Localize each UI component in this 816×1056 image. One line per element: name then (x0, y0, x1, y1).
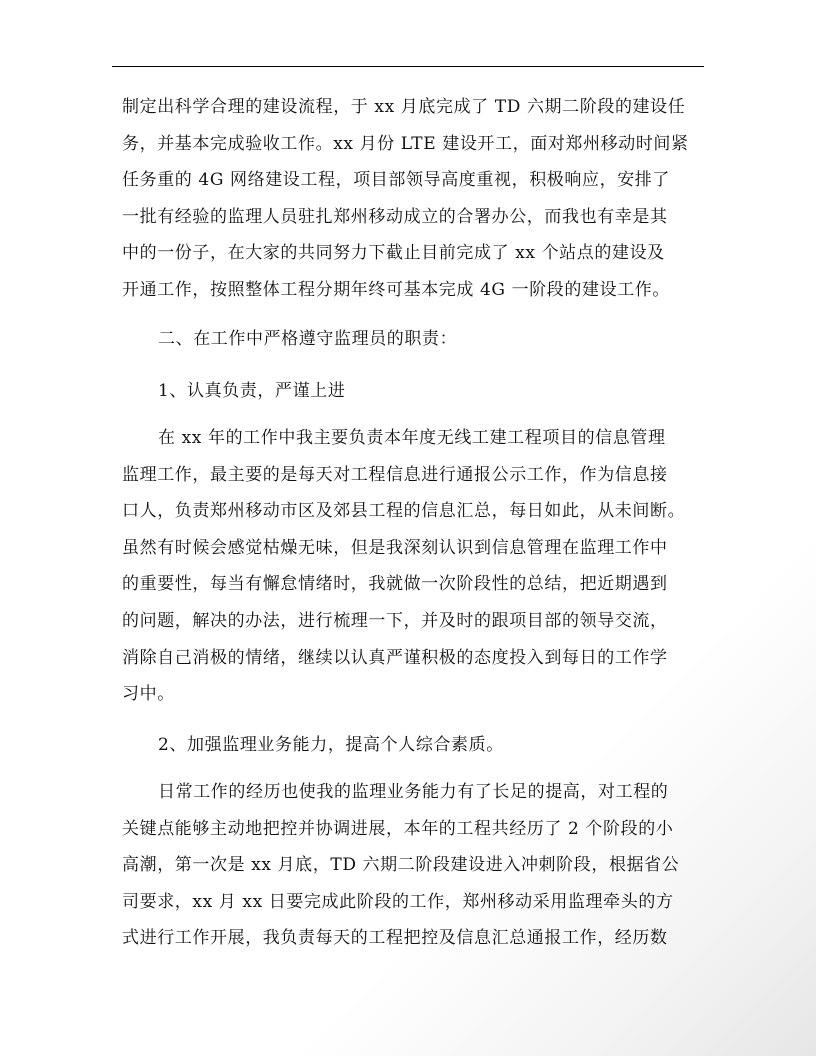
paragraph-3-line: 高潮，第一次是 xx 月底，TD 六期二阶段建设进入冲刺阶段，根据省公 (122, 855, 680, 876)
paragraph-2-line: 虽然有时候会感觉枯燥无味，但是我深刻认识到信息管理在监理工作中 (122, 537, 668, 558)
subheading-2: 2、加强监理业务能力，提高个人综合素质。 (158, 735, 504, 755)
paragraph-1-line: 制定出科学合理的建设流程，于 xx 月底完成了 TD 六期二阶段的建设任 (122, 97, 686, 117)
paragraph-2-line: 监理工作，最主要的是每天对工程信息进行通报公示工作，作为信息接 (122, 464, 668, 485)
paragraph-3-line: 关键点能够主动地把控并协调进展，本年的工程共经历了 2 个阶段的小 (122, 818, 674, 839)
paragraph-2-line: 在 xx 年的工作中我主要负责本年度无线工建工程项目的信息管理 (158, 428, 666, 448)
paragraph-3-line: 日常工作的经历也使我的监理业务能力有了长足的提高，对工程的 (158, 782, 669, 802)
paragraph-3-line: 司要求，xx 月 xx 日要完成此阶段的工作，郑州移动采用监理牵头的方 (122, 891, 674, 912)
paragraph-2-line: 习中。 (122, 684, 175, 705)
paragraph-2-line: 口人，负责郑州移动市区及郊县工程的信息汇总，每日如此，从未间断。 (122, 501, 686, 522)
paragraph-1-line: 任务重的 4G 网络建设工程，项目部领导高度重视，积极响应，安排了 (122, 170, 671, 191)
paragraph-1-line: 务，并基本完成验收工作。xx 月份 LTE 建设开工，面对郑州移动时间紧 (122, 133, 689, 154)
paragraph-2-line: 消除自己消极的情绪，继续以认真严谨积极的态度投入到每日的工作学 (122, 647, 668, 668)
paragraph-3 (122, 774, 712, 957)
paragraph-1-line: 开通工作，按照整体工程分期年终可基本完成 4G 一阶段的建设工作。 (122, 279, 671, 300)
paragraph-1 (122, 89, 712, 309)
paragraph-3-line: 式进行工作开展，我负责每天的工程把控及信息汇总通报工作，经历数 (122, 928, 668, 949)
subheading-1: 1、认真负责，严谨上进 (158, 381, 346, 401)
section-heading-2: 二、在工作中严格遵守监理员的职责： (158, 329, 458, 349)
paragraph-2-line: 的问题，解决的办法，进行梳理一下，并及时的跟项目部的领导交流， (122, 610, 668, 631)
paragraph-1-line: 一批有经验的监理人员驻扎郑州移动成立的合署办公，而我也有幸是其 (122, 206, 668, 227)
paragraph-2 (122, 420, 712, 713)
paragraph-2-line: 的重要性，每当有懈怠情绪时，我就做一次阶段性的总结，把近期遇到 (122, 574, 668, 595)
paragraph-1-line: 中的一份子，在大家的共同努力下截止目前完成了 xx 个站点的建设及 (122, 243, 665, 264)
header-rule (112, 66, 704, 67)
